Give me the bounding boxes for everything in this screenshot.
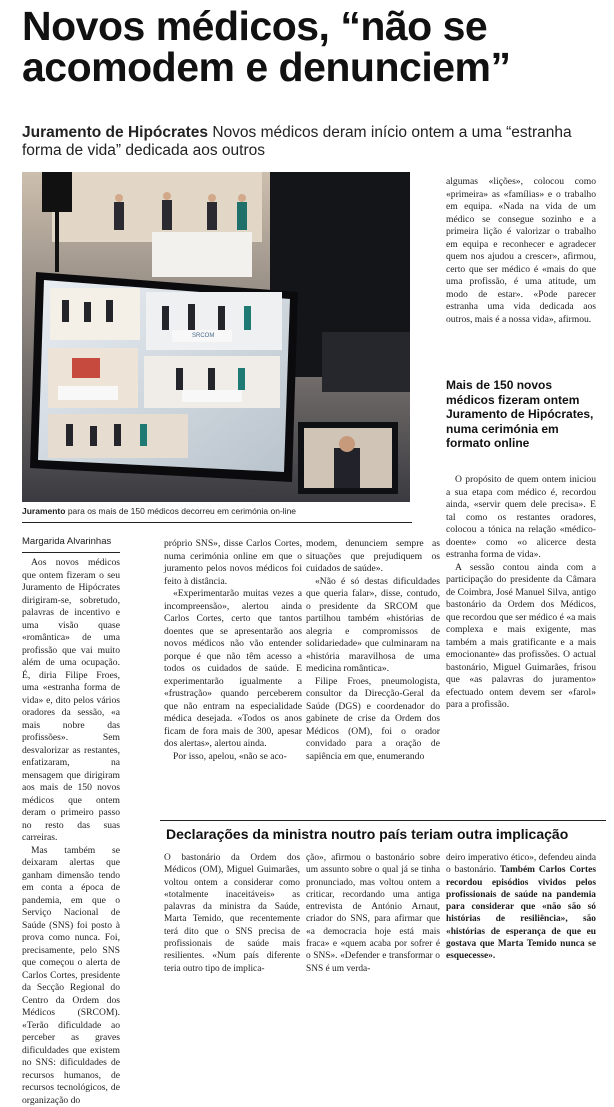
article-column-1	[22, 557, 120, 815]
article-photo	[22, 172, 410, 502]
photo-caption	[22, 506, 412, 517]
paragraph: Mas também se deixaram alertas que ganham dimensão tendo em conta a época de pandemia, em que o Serviço Nacional de Saúde (SNS) foi posto à prova como nunca. Foi, precisamente, pelo SNS que começou o alerta de Carlos Cortes, presidente da Secção Regional do Centro da Ordem dos Médicos (SRCOM). «Terão dificuldade ao perceber as graves dificuldades que existem no SNS: dificuldades de recursos humanos, de recursos tecnológicos, de organização do	[22, 845, 120, 1107]
paragraph: «Não é só destas dificuldades que queria falar», disse, contudo, o presidente da SRCOM que partilhou também «histórias de alegria e compromissos de solidariedade» que culminaram na «história maravilhosa de uma medicina romântica».	[306, 576, 440, 676]
srcom-logo-text: SRCOM	[192, 333, 214, 339]
article-column-4-bottom	[446, 474, 596, 814]
text-normal: deiro imperativo ético», defendeu ainda o bastonário.	[446, 853, 596, 875]
paragraph: próprio SNS», disse Carlos Cortes, numa cerimónia online em que o juramento pelos novos médicos foi feito à distância.	[164, 538, 302, 588]
paragraph: modem, denunciem sempre as situações que prejudiquem os cuidados de saúde».	[306, 538, 440, 576]
paragraph: Filipe Froes, pneumologista, consultor da Direcção-Geral da Saúde (DGS) e coordenador do gabinete de crise da Ordem dos Médicos (OM), foi o orador convidado para a oração de sapiência em que, enumerando	[306, 676, 440, 764]
caption-text: para os mais de 150 médicos decorreu em cerimónia on-line	[65, 506, 296, 516]
paragraph: Aos novos médicos que ontem fizeram o seu Juramento de Hipócrates dirigiram-se, sobretudo, palavras de incentivo e uma visão quase «romântica» de uma profissão que vai muito além de uma ocupação. É, diria Filipe Froes, uma «estranha forma de vida» e, dito pelos vários oradores da sessão, «a mais nobre das profissões». Sem desvalorizar as restantes, enfatizaram, na mensagem que dirigiram aos mais de 150 novos médicos que ontem deram o primeiro passo no resto das suas carreiras.	[22, 557, 120, 845]
article-column-4-top	[446, 176, 596, 372]
section-column-2	[306, 852, 440, 1020]
subhead-text: Novos médicos deram início ontem a uma “estranha forma de vida” dedicada aos outros	[22, 124, 572, 159]
article-column-3	[306, 538, 440, 814]
caption-lead: Juramento	[22, 506, 65, 516]
paragraph: Por isso, apelou, «não se aco-	[164, 751, 302, 764]
byline: Margarida Alvarinhas	[22, 536, 142, 547]
paragraph: «Experimentarão muitas vezes a incompreensão», alertou ainda Carlos Cortes, certo que tantos doentes que se apresentarão aos novos médicos não vão entender porque é que não têm acesso a todos os cuidados de saúde. E experimentarão igualmente a «frustração» quando perceberem que não entram na especialidade médica desejada. «Todos os anos ficam de fora mais de 300, apesar dos alertas», alertou ainda.	[164, 588, 302, 751]
paragraph: ção», afirmou o bastonário sobre um assunto sobre o qual já se tinha pronunciado, mas voltou ontem a criticar, recordando uma antiga entrevista de António Arnaut, criador do SNS, para afirmar que «a democracia hoje está mais fraca» e «quem acaba por sofrer é o SNS». «Defender e transformar o SNS é um verda-	[306, 852, 440, 975]
paragraph	[446, 852, 596, 963]
subheadline	[22, 124, 602, 160]
article-column-2	[164, 538, 302, 814]
headline: Novos médicos, “não se acomodem e denunciem”	[22, 6, 602, 88]
section-title: Declarações da ministra noutro país teriam outra implicação	[166, 826, 606, 843]
text-bold: Também Carlos Cortes recordou episódios vividos pelos profissionais de saúde na pandemia para considerar que «não são só histórias de resiliência», são «histórias de esperança de que eu gostava que Marta Temido nunca se esquecesse».	[446, 865, 596, 961]
paragraph: O bastonário da Ordem dos Médicos (OM), Miguel Guimarães, voltou ontem a considerar como «totalmente inaceitáveis» as palavras da ministra da Saúde, Marta Temido, que recentemente terá dito que o SNS precisa de profissionais de saúde mais resilientes. «Num país diferente teria outro tipo de implica-	[164, 852, 300, 975]
paragraph: O propósito de quem ontem iniciou a sua etapa com médico é, recordou ainda, «servir quem dele precisa». E tal como os restantes oradores, colocou a tónica na relação «médico-doente» como «o alicerce desta estranha forma de vida».	[446, 474, 596, 562]
ceremony-photo-illustration	[22, 172, 410, 502]
section-column-1	[164, 852, 300, 1020]
paragraph: A sessão contou ainda com a participação do presidente da Câmara de Coimbra, José Manuel Silva, antigo bastonário da Ordem dos Médicos, que recordou que ser médico é «a mais complexa e mais exigente, mas também a mais gratificante e a mais emocionante» das profissões. O actual bastonário, Miguel Guimarães, frisou que «as palavras do juramento» efectuado ontem devem ser «farol» para a profissão.	[446, 562, 596, 712]
pull-quote: Mais de 150 novos médicos fizeram ontem Juramento de Hipócrates, numa cerimónia em formato online	[446, 378, 596, 451]
byline-divider	[22, 552, 120, 553]
section-column-3	[446, 852, 596, 1020]
divider	[22, 522, 412, 523]
section-divider	[160, 820, 606, 821]
subhead-lead: Juramento de Hipócrates	[22, 124, 208, 141]
paragraph: algumas «lições», colocou como «primeira» as «famílias» e o trabalho em equipa. «Nada na vida de um médico se consegue sozinho e a primeira lição é valorizar o trabalho em equipa e reconhecer e agradecer quem nos ajudou a crescer», afirmou, certo que ser médico é «mais do que uma profissão, é uma atitude, um modo de estar». «Pode parecer estranha uma vida dedicada aos outros, mais é a nossa vida», afirmou.	[446, 176, 596, 326]
